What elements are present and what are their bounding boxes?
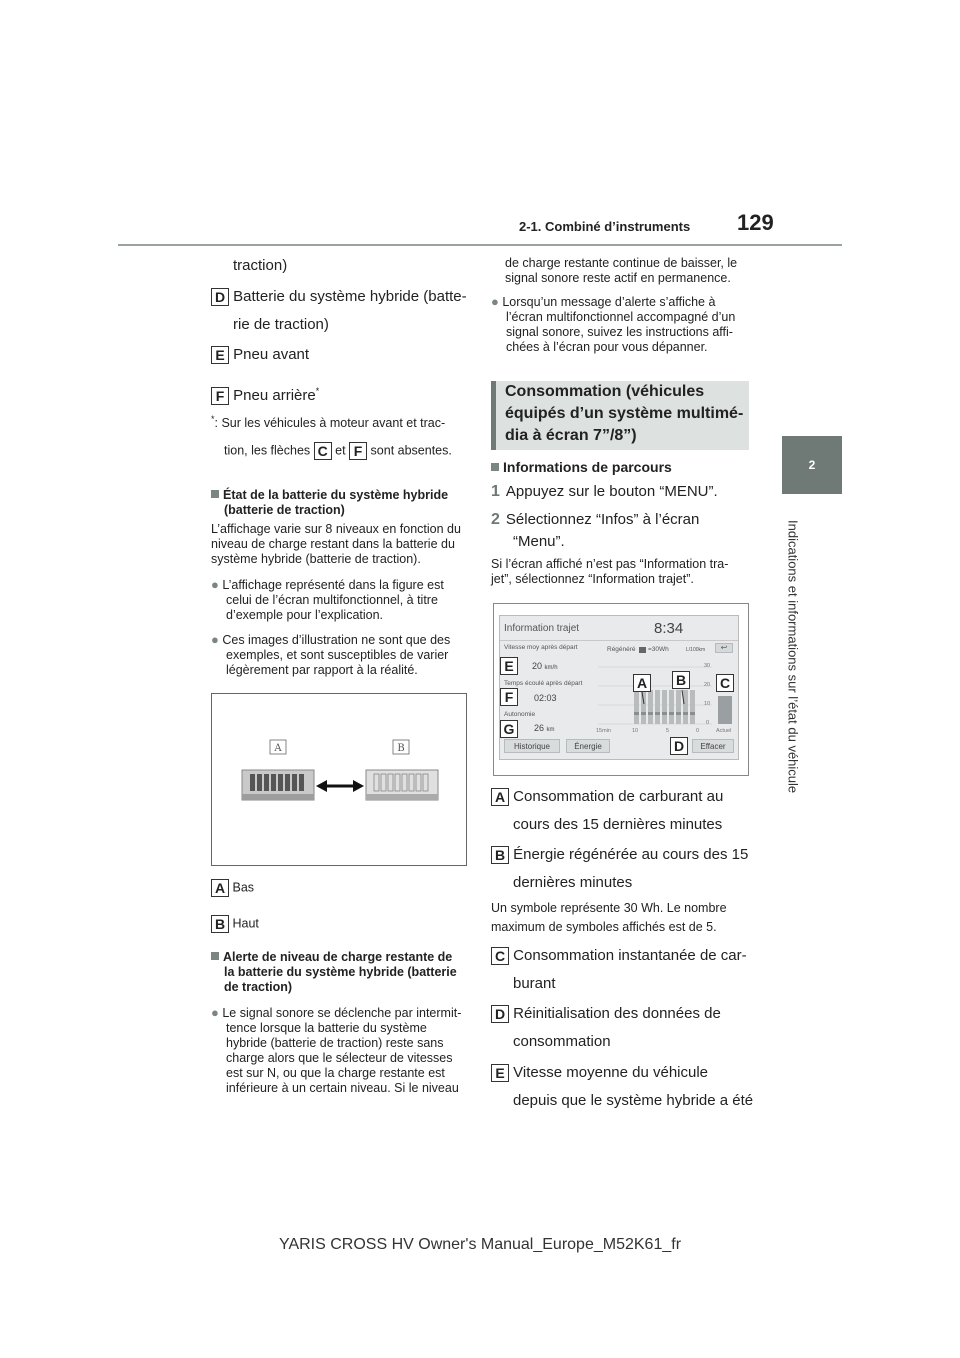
screen-title: Information trajet: [504, 623, 580, 634]
square-bullet-icon: [211, 490, 219, 498]
regen-value: =30Wh: [648, 646, 669, 653]
avg-speed-value: 20 km/h: [532, 661, 558, 671]
x-tick-0: 0: [696, 728, 700, 734]
continued-text: de charge restante continue de baisser, le signal sonore reste actif en permanence.: [505, 256, 738, 285]
badge-a: A: [491, 788, 509, 806]
bullet-message: ● Lorsqu’un message d’alerte s’affiche à l’écran multifonctionnel accompagné d’un signal sonore, suivez les instructions affi- chées à l’écran pour vous dépanner.: [491, 294, 736, 354]
callout-a: A: [633, 674, 651, 692]
chapter-tab[interactable]: 2: [782, 436, 842, 494]
step-2: 2 Sélectionnez “Infos” à l’écran: [491, 511, 700, 528]
battery-level-figure: [211, 693, 467, 866]
consumption-unit: L/100km: [686, 647, 706, 653]
legend-b: B Haut: [211, 915, 259, 933]
range-value: 26 km: [534, 723, 555, 733]
badge-e: E: [211, 346, 229, 364]
footer-manual-name: YARIS CROSS HV Owner's Manual_Europe_M52K61_fr: [278, 1236, 682, 1253]
chapter-side-title: Indications et informations sur l’état du véhicule: [785, 520, 801, 794]
item-d-cont: rie de traction): [233, 316, 329, 333]
callout-b: B: [672, 671, 690, 689]
legend-b-right-cont: dernières minutes: [513, 874, 633, 891]
figure-label-a: A: [274, 743, 282, 754]
callout-g: G: [500, 720, 518, 738]
consumption-chart: [500, 616, 738, 759]
section-title: 2-1. Combiné d’instruments: [519, 219, 691, 234]
y-tick-30: 30: [704, 663, 711, 669]
badge-b: B: [211, 915, 229, 933]
bullet-illustrations: ● Ces images d’illustration ne sont que des exemples, et sont susceptibles de varier légèrement par rapport à la réalité.: [211, 632, 451, 677]
intro-text: traction): [233, 257, 288, 274]
bullet-sound: ● Le signal sonore se déclenche par intermit- tence lorsque la batterie du système hybride (batterie de traction) reste sans charge alors que le sélecteur de vitesses est sur N, ou que la charge restante est inférieure à un certain niveau. Si le niveau: [211, 1005, 462, 1095]
callout-pointers: [630, 688, 690, 708]
footnote-line2: tion, les flèches C et F sont absentes.: [224, 443, 452, 459]
y-tick-0: 0: [706, 720, 710, 726]
clear-button[interactable]: Effacer: [692, 739, 734, 753]
callout-e: E: [500, 657, 518, 675]
page-number: 129: [737, 210, 774, 235]
x-tick-5: 5: [666, 728, 670, 734]
y-tick-10: 10: [704, 701, 711, 707]
x-tick-actuel: Actuel: [716, 728, 732, 734]
history-button[interactable]: Historique: [504, 739, 560, 753]
badge-c: C: [491, 947, 509, 965]
step-2-cont: “Menu”.: [513, 533, 565, 550]
badge-c: C: [314, 442, 332, 460]
callout-f: F: [500, 688, 518, 706]
item-e: E Pneu avant: [211, 346, 309, 364]
regen-label: Régénéré: [607, 646, 636, 653]
badge-e: E: [491, 1064, 509, 1082]
energy-button[interactable]: Énergie: [566, 739, 610, 753]
heading-battery-state: État de la batterie du système hybride (batterie de traction): [211, 488, 448, 518]
legend-a: A Bas: [211, 879, 254, 897]
legend-e-right: E Vitesse moyenne du véhicule: [491, 1064, 708, 1082]
note-symbol: Un symbole représente 30 Wh. Le nombre maximum de symboles affichés est de 5.: [491, 901, 727, 934]
header-rule: [118, 244, 842, 246]
legend-a-right-cont: cours des 15 dernières minutes: [513, 816, 723, 833]
battery-level-illustration: [212, 694, 466, 865]
badge-a: A: [211, 879, 229, 897]
legend-d-right: D Réinitialisation des données de: [491, 1005, 721, 1023]
note-info-screen: Si l’écran affiché n’est pas “Information tra- jet”, sélectionnez “Information trajet”.: [491, 557, 729, 586]
item-f: F Pneu arrière*: [211, 382, 319, 405]
footnote-line1: *: Sur les véhicules à moteur avant et trac-: [211, 414, 446, 431]
legend-d-right-cont: consommation: [513, 1033, 611, 1050]
y-tick-20: 20: [704, 682, 711, 688]
callout-c: C: [716, 674, 734, 692]
badge-f: F: [211, 387, 229, 405]
section-box-consumption: Consommation (véhicules équipés d’un système multimé- dia à écran 7”/8”): [491, 381, 749, 450]
badge-d: D: [491, 1005, 509, 1023]
back-icon[interactable]: ↩: [715, 643, 733, 653]
item-d: D Batterie du système hybride (batte-: [211, 288, 467, 306]
elapsed-time-value: 02:03: [534, 693, 557, 703]
legend-b-right: B Énergie régénérée au cours des 15: [491, 846, 748, 864]
trip-info-screen: [499, 615, 739, 760]
heading-charge-alert: Alerte de niveau de charge restante de la batterie du système hybride (batterie de traction): [211, 950, 457, 995]
callout-d: D: [670, 737, 688, 755]
legend-c-right: C Consommation instantanée de car-: [491, 947, 747, 965]
figure-label-b: B: [397, 743, 405, 754]
square-bullet-icon: [491, 463, 499, 471]
bullet-icon: ●: [211, 632, 219, 647]
heading-trip-info: Informations de parcours: [491, 459, 672, 475]
screen-clock: 8:34: [654, 620, 684, 637]
bullet-display: ● L’affichage représenté dans la figure est celui de l’écran multifonctionnel, à titre d’exemple pour l’explication.: [211, 577, 444, 622]
bullet-icon: ●: [211, 1005, 219, 1020]
legend-a-right: A Consommation de carburant au: [491, 788, 723, 806]
paragraph-battery: L’affichage varie sur 8 niveaux en fonction du niveau de charge restant dans la batterie du système hybride (batterie de traction).: [211, 522, 461, 566]
badge-f: F: [349, 442, 367, 460]
x-tick-10: 10: [632, 728, 639, 734]
bullet-icon: ●: [211, 577, 219, 592]
range-label: Autonomie: [504, 711, 536, 718]
avg-speed-label: Vitesse moy après départ: [504, 644, 578, 651]
bullet-icon: ●: [491, 294, 499, 309]
badge-b: B: [491, 846, 509, 864]
elapsed-time-label: Temps écoulé après départ: [504, 680, 583, 687]
step-1: 1 Appuyez sur le bouton “MENU”.: [491, 483, 718, 500]
badge-d: D: [211, 288, 229, 306]
legend-e-right-cont: depuis que le système hybride a été: [513, 1092, 754, 1109]
x-tick-15min: 15min: [596, 728, 611, 734]
square-bullet-icon: [211, 952, 219, 960]
legend-c-right-cont: burant: [513, 975, 556, 992]
